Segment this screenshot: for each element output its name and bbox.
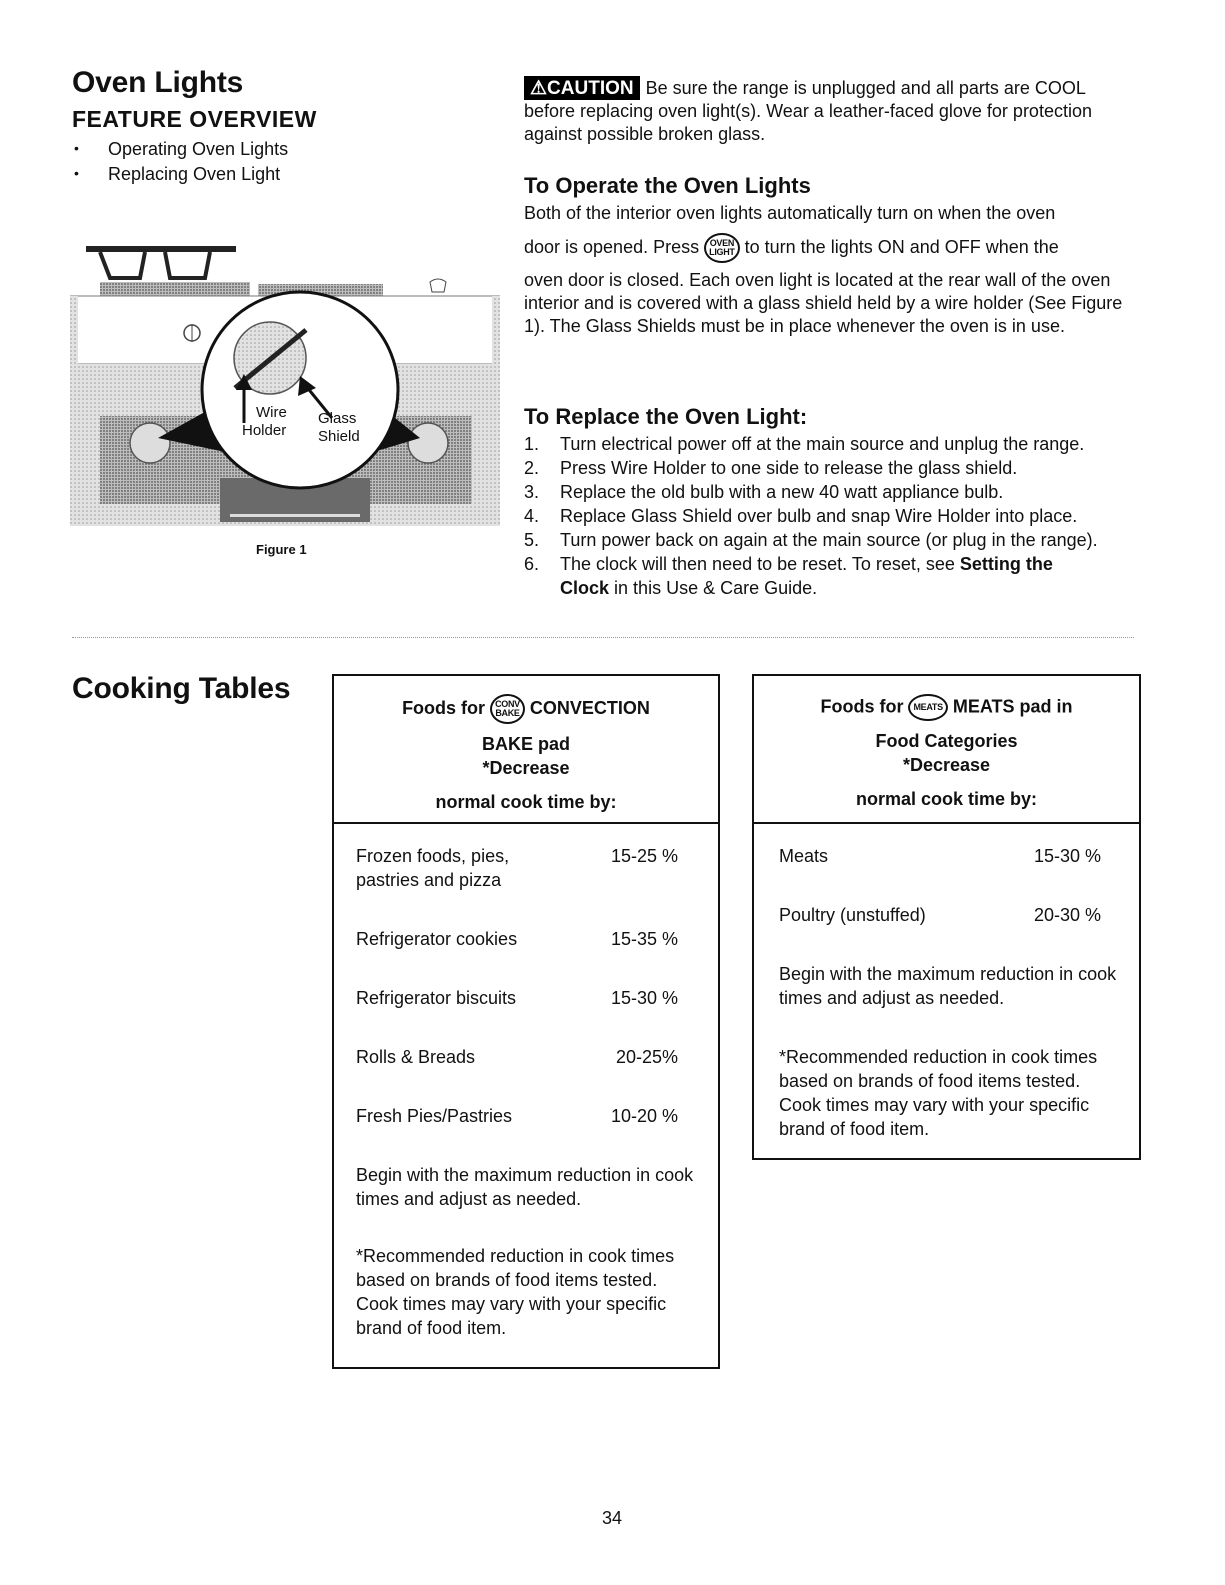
figure-caption: Figure 1	[256, 542, 307, 557]
oven-light-pad-icon: OVEN LIGHT	[704, 233, 740, 263]
meats-table	[752, 674, 1141, 1160]
table-row: Refrigerator biscuits 15-30 %	[356, 988, 678, 1008]
conv-bake-pad-icon: CONV BAKE	[490, 694, 525, 724]
replace-steps	[524, 432, 1154, 600]
convection-table-body	[334, 824, 718, 1340]
step-item: 1. Turn electrical power off at the main source and unplug the range.	[524, 434, 1085, 454]
step-item: 6. The clock will then need to be reset. To reset, see Setting the Clock in this Use & Care Guide.	[524, 554, 1053, 598]
glass-shield-label: Glass Shield	[318, 410, 360, 445]
section-divider	[72, 637, 1134, 638]
table-row: Meats 15-30 %	[779, 846, 1101, 866]
oven-lights-title: Oven Lights	[72, 66, 244, 99]
convection-table-header: Foods for CONV BAKE CONVECTION BAKE pad *Decrease normal cook time by:	[334, 676, 718, 824]
meats-note: Begin with the maximum reduction in cook times and adjust as needed.	[779, 964, 1117, 1008]
feature-overview-list	[74, 136, 288, 186]
table-row: Refrigerator cookies 15-35 %	[356, 929, 678, 949]
feature-overview-heading: FEATURE OVERVIEW	[72, 106, 317, 132]
meats-footnote: *Recommended reduction in cook times based on brands of food items tested. Cook times may vary with your specific brand of food item.	[779, 1047, 1098, 1139]
convection-footnote: *Recommended reduction in cook times based on brands of food items tested. Cook times may vary with your specific brand of food item.	[356, 1246, 675, 1338]
operate-heading: To Operate the Oven Lights	[524, 173, 811, 198]
caution-badge: ⚠CAUTION	[524, 76, 640, 100]
table-row: Fresh Pies/Pastries 10-20 %	[356, 1106, 678, 1126]
table-row: Frozen foods, pies, pastries and pizza 15-25 %	[356, 846, 678, 890]
oven-illustration	[70, 238, 500, 530]
step-item: 4. Replace Glass Shield over bulb and snap Wire Holder into place.	[524, 506, 1078, 526]
overview-item: • Operating Oven Lights	[74, 136, 288, 161]
table-row: Rolls & Breads 20-25%	[356, 1047, 678, 1067]
warning-icon: ⚠	[530, 78, 548, 99]
meats-pad-icon: MEATS	[908, 694, 947, 721]
convection-note: Begin with the maximum reduction in cook times and adjust as needed.	[356, 1165, 694, 1209]
oven-light-figure	[70, 238, 500, 530]
meats-table-header: Foods for MEATS MEATS pad in Food Categories *Decrease normal cook time by:	[754, 676, 1139, 824]
operate-text: Both of the interior oven lights automatically turn on when the oven door is opened. Press OVEN LIGHT to turn the lights ON and OFF when the oven door is closed. Each oven light is located at the rear wall of the oven interior and is covered with a glass shield held by a wire holder (See Figure 1). The Glass Shields must be in place whenever the oven is in use.	[524, 203, 1123, 336]
wire-holder-label: Wire Holder	[242, 404, 287, 439]
step-item: 5. Turn power back on again at the main source (or plug in the range).	[524, 530, 1098, 550]
caution-notice: ⚠CAUTION Be sure the range is unplugged and all parts are COOL before replacing oven light(s). Wear a leather-faced glove for protection against possible broken glass.	[524, 78, 1092, 144]
step-item: 2. Press Wire Holder to one side to release the glass shield.	[524, 458, 1018, 478]
replace-heading: To Replace the Oven Light:	[524, 404, 808, 429]
convection-table	[332, 674, 720, 1369]
cooking-tables-title: Cooking Tables	[72, 672, 291, 705]
meats-table-body	[754, 824, 1139, 1141]
step-item: 3. Replace the old bulb with a new 40 watt appliance bulb.	[524, 482, 1004, 502]
page-number: 34	[602, 1508, 623, 1528]
overview-item: • Replacing Oven Light	[74, 161, 288, 186]
table-row: Poultry (unstuffed) 20-30 %	[779, 905, 1101, 925]
